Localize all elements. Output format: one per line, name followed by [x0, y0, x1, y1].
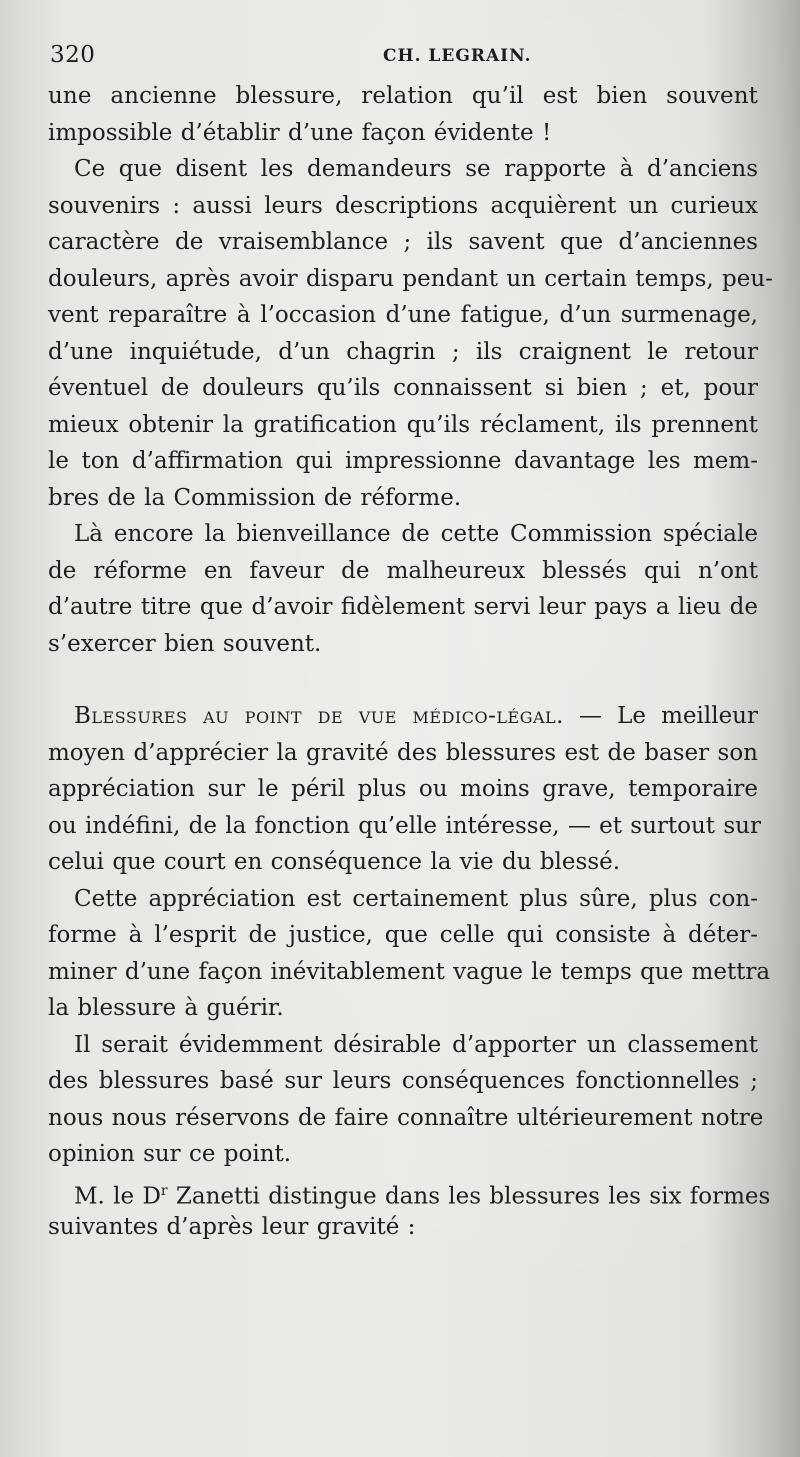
text-line: douleurs, après avoir disparu pendant un certain temps, peu-: [48, 265, 773, 292]
text-line: suivantes d’après leur gravité :: [48, 1214, 416, 1240]
text-line: des blessures basé sur leurs conséquences fonctionnelles ;: [48, 1068, 758, 1094]
text-line: [48, 1173, 771, 1210]
text-line: souvenirs : aussi leurs descriptions acquièrent un curieux: [48, 192, 758, 219]
text-run: — Le meilleur: [563, 703, 758, 729]
superscript: r: [160, 1182, 168, 1199]
text-line: nous nous réservons de faire connaître ultérieurement notre: [48, 1104, 764, 1131]
text-line: moyen d’apprécier la gravité des blessures est de baser son: [48, 739, 758, 766]
text-line: le ton d’affirmation qui impressionne davantage les mem-: [48, 448, 758, 474]
text-line: éventuel de douleurs qu’ils connaissent si bien ; et, pour: [48, 375, 758, 401]
text-line: ou indéfini, de la fonction qu’elle intéresse, — et surtout sur: [48, 812, 761, 839]
text-line: vent reparaître à l’occasion d’une fatigue, d’un surmenage,: [48, 302, 758, 328]
section-spacer: [48, 662, 758, 698]
text-line: Là encore la bienveillance de cette Commission spéciale: [74, 521, 758, 547]
text-line: s’exercer bien souvent.: [48, 630, 322, 657]
text-line: la blessure à guérir.: [48, 995, 284, 1021]
text-run: M. le D: [74, 1183, 161, 1210]
text-line: forme à l’esprit de justice, que celle qui consiste à déter-: [48, 922, 758, 948]
text-line: impossible d’établir d’une façon évidente !: [48, 119, 552, 146]
section-heading: Blessures au point de vue médico-légal.: [74, 703, 564, 729]
paragraph: [48, 698, 761, 881]
text-line: appréciation sur le péril plus ou moins grave, temporaire: [48, 776, 758, 802]
text-line: Cette appréciation est certainement plus sûre, plus con-: [74, 885, 758, 912]
text-line: d’une inquiétude, d’un chagrin ; ils craignent le retour: [48, 338, 758, 365]
body-text: [48, 78, 773, 1246]
text-line: miner d’une façon inévitablement vague le temps que mettra: [48, 958, 771, 985]
page-number: 320: [50, 42, 96, 68]
text-line: opinion sur ce point.: [48, 1141, 292, 1167]
paragraph: [48, 516, 758, 662]
running-head: [50, 42, 760, 72]
text-line: [48, 698, 758, 735]
paragraph: [48, 78, 758, 151]
paragraph: [48, 1173, 771, 1246]
running-title: CH. LEGRAIN.: [383, 46, 532, 66]
text-line: Ce que disent les demandeurs se rapporte à d’anciens: [74, 156, 758, 182]
text-line: d’autre titre que d’avoir fidèlement servi leur pays a lieu de: [48, 594, 758, 620]
text-line: celui que court en conséquence la vie du blessé.: [48, 849, 621, 875]
paragraph: [48, 1027, 764, 1173]
text-line: caractère de vraisemblance ; ils savent que d’anciennes: [48, 229, 758, 255]
text-line: de réforme en faveur de malheureux blessés qui n’ont: [48, 557, 758, 584]
text-line: mieux obtenir la gratification qu’ils réclament, ils prennent: [48, 411, 758, 438]
text-line: une ancienne blessure, relation qu’il est bien souvent: [48, 83, 758, 109]
text-run: Zanetti distingue dans les blessures les six formes: [167, 1183, 771, 1210]
paragraph: [48, 151, 773, 516]
text-line: bres de la Commission de réforme.: [48, 484, 462, 511]
text-line: Il serait évidemment désirable d’apporter un classement: [74, 1031, 758, 1058]
paragraph: [48, 881, 771, 1027]
